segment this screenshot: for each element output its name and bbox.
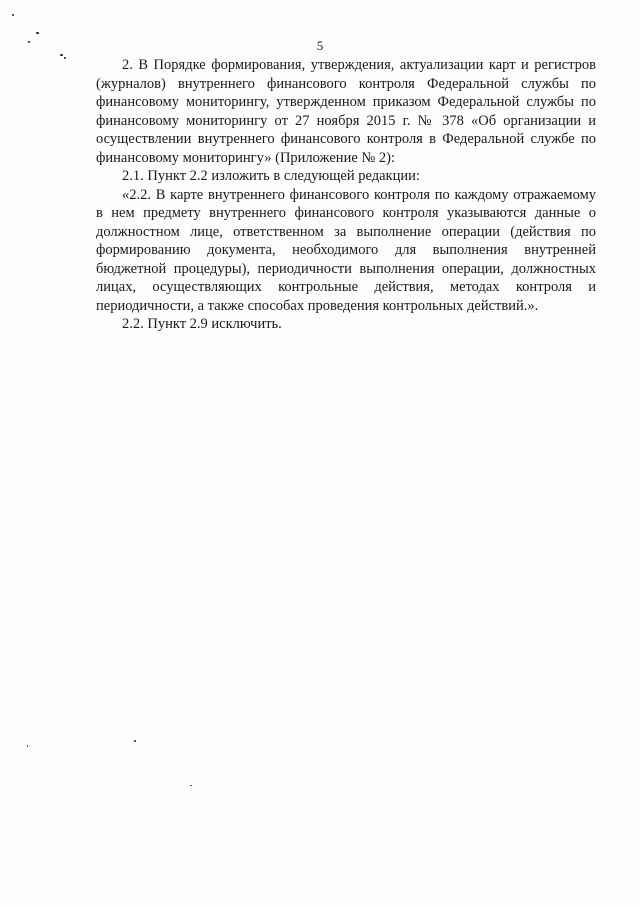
scan-speck <box>64 57 66 59</box>
scan-speck <box>134 740 136 742</box>
scan-speck <box>190 785 192 786</box>
paragraph-item-2-2: 2.2. Пункт 2.9 исключить. <box>122 316 282 332</box>
paragraph-item-2-1: 2.1. Пункт 2.2 изложить в следующей редакции: <box>122 168 420 184</box>
scan-speck <box>27 745 28 747</box>
paragraph-quoted-2-2: «2.2. В карте внутреннего финансового контроля по каждому отражаемому в нем предмету внутреннего финансового контроля указываются данные о должностном лице, ответственном за выполнение операции (действия по формированию документа, необходимого для выполнения внутренней бюджетной процедуры), периодичности выполнения операции, должностных лицах, осуществляющих контрольные действия, методах контроля и периодичности, а также способах проведения контрольных действий.». <box>96 186 596 314</box>
scan-speck <box>36 32 39 34</box>
document-body <box>96 56 596 334</box>
paragraph-amendment-2: 2. В Порядке формирования, утверждения, актуализации карт и регистров (журналов) внутреннего финансового контроля Федеральной службы по финансовому мониторингу, утвержденном приказом Федеральной службы по финансовому мониторингу от 27 ноября 2015 г. № 378 «Об организации и осуществлении внутреннего финансового контроля в Федеральной службе по финансовому мониторингу» (Приложение № 2): <box>96 57 596 166</box>
scan-speck <box>60 54 63 56</box>
page-number: 5 <box>316 38 324 53</box>
scan-speck <box>28 41 30 43</box>
scan-speck <box>12 14 14 16</box>
